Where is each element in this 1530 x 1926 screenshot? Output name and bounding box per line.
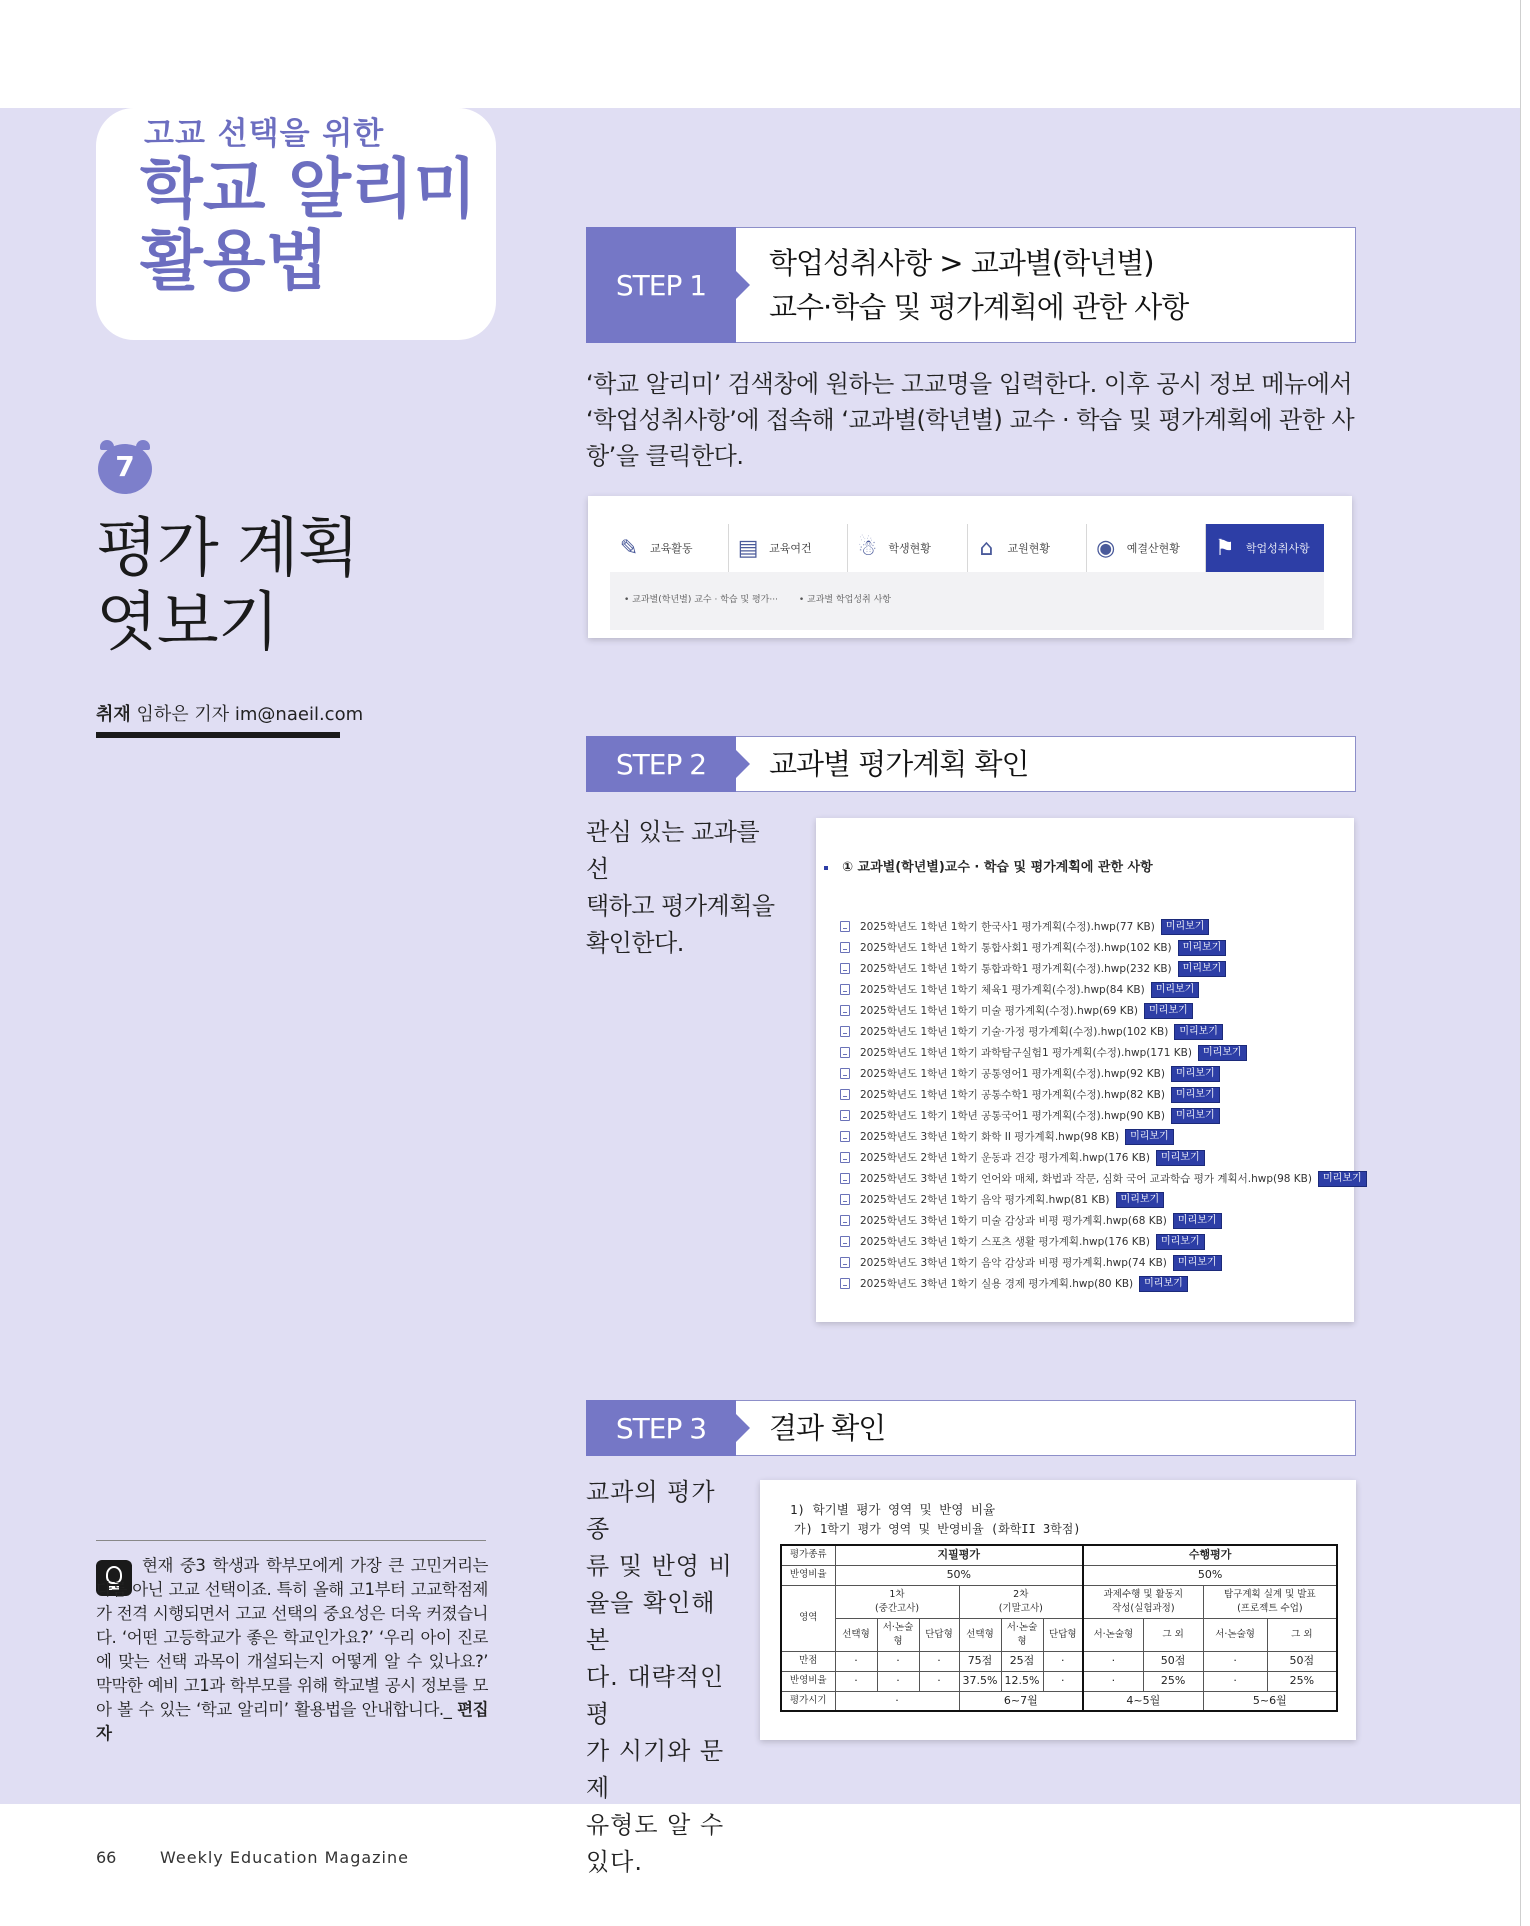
table-cell: · (919, 1651, 959, 1671)
table-cell: · (919, 1671, 959, 1691)
file-list-item[interactable] (840, 979, 1367, 1000)
preview-button[interactable]: 미리보기 (1156, 1234, 1205, 1250)
preview-button[interactable]: 미리보기 (1156, 1150, 1205, 1166)
table-cell: 만점 (781, 1651, 835, 1671)
file-name-link[interactable]: 2025학년도 3학년 1학기 언어와 매체, 화법과 작문, 심화 국어 교과학습 평가 계획서.hwp(98 KB) (860, 1173, 1312, 1185)
table-cell: 지필평가 (835, 1545, 1083, 1565)
table-caption-1: 1) 학기별 평가 영역 및 반영 비율 (790, 1502, 996, 1517)
step2-description (586, 814, 786, 962)
step3-desc-line7: 있다. (586, 1848, 643, 1876)
preview-button[interactable]: 미리보기 (1178, 940, 1227, 956)
table-cell: 서·논술형 (877, 1618, 919, 1651)
file-list-item[interactable] (840, 1168, 1367, 1189)
table-cell: 단답형 (919, 1618, 959, 1651)
byline (96, 700, 363, 726)
file-list-item[interactable] (840, 1000, 1367, 1021)
step3-desc-line3: 율을 확인해본 (586, 1589, 716, 1654)
page-edge (1520, 0, 1530, 1926)
coins-icon: ◉ (1096, 535, 1116, 561)
file-list-item[interactable] (840, 1231, 1367, 1252)
document-icon (840, 1152, 850, 1163)
step1-screenshot (588, 496, 1352, 638)
table-cell (1203, 1585, 1337, 1618)
table-cell: 평가시기 (781, 1691, 835, 1711)
step3-label: 결과 확인 (769, 1411, 886, 1445)
step1-desc-line2: ‘학업성취사항’에 접속해 ‘교과별(학년별) 교수 · 학습 및 평가계획에 관한 사 (586, 406, 1355, 434)
step3-desc-line4: 다. 대략적인 평 (586, 1663, 725, 1728)
preview-button[interactable]: 미리보기 (1139, 1276, 1188, 1292)
file-name-link[interactable]: 2025학년도 1학기 1학년 공통국어1 평가계획(수정).hwp(90 KB) (860, 1110, 1165, 1122)
table-cell: 50% (835, 1565, 1083, 1585)
table-cell: 6~7월 (959, 1691, 1083, 1711)
menu-item-label: 교육활동 (650, 542, 693, 555)
table-cell: 5~6월 (1203, 1691, 1337, 1711)
file-list-item[interactable] (840, 1084, 1367, 1105)
preview-button[interactable]: 미리보기 (1144, 1003, 1193, 1019)
file-list-item[interactable] (840, 1126, 1367, 1147)
submenu-link-achievement[interactable]: • 교과별 학업성취 사항 (798, 595, 891, 605)
step3-tab: STEP 3 (586, 1400, 736, 1456)
table-cell: 서·논술형 (1001, 1618, 1043, 1651)
file-name-link[interactable]: 2025학년도 3학년 1학기 화학 II 평가계획.hwp(98 KB) (860, 1131, 1120, 1143)
document-icon (840, 921, 850, 932)
file-list-title-text: ① 교과별(학년별)교수 · 학습 및 평가계획에 관한 사항 (842, 860, 1153, 875)
step1-desc-line3: 항’을 클릭한다. (586, 442, 744, 470)
page-number: 66 (96, 1848, 117, 1867)
step1-desc-line1: ‘학교 알리미’ 검색창에 원하는 고교명을 입력한다. 이후 공시 정보 메뉴에서 (586, 370, 1353, 398)
table-cell: · (835, 1671, 877, 1691)
step1-label (769, 228, 1188, 342)
table-cell: · (1203, 1651, 1267, 1671)
table-row (781, 1545, 1337, 1565)
file-list-item[interactable] (840, 937, 1367, 958)
student-icon: ☃ (857, 535, 878, 561)
classroom-icon: ▤ (737, 535, 759, 561)
file-list-item[interactable] (840, 1273, 1367, 1294)
document-icon (840, 963, 850, 974)
step2-label: 교과별 평가계획 확인 (769, 747, 1029, 781)
school-building-icon: ⌂ (979, 535, 994, 561)
document-icon (840, 1194, 850, 1205)
table-cell: 4~5월 (1083, 1691, 1203, 1711)
step3-desc-line2: 류 및 반영 비 (586, 1552, 733, 1580)
document-icon (840, 1026, 850, 1037)
step3-desc-line6: 유형도 알 수 (586, 1811, 725, 1839)
step3-desc-line5: 가 시기와 문제 (586, 1737, 725, 1802)
table-cell (835, 1585, 959, 1618)
file-list-item[interactable] (840, 1147, 1367, 1168)
preview-button[interactable]: 미리보기 (1173, 1255, 1222, 1271)
menu-item-education-conditions[interactable] (729, 524, 848, 572)
step3-description (586, 1474, 736, 1881)
file-list-item[interactable] (840, 916, 1367, 937)
step3-desc-line1: 교과의 평가 종 (586, 1478, 716, 1543)
file-name-link[interactable]: 2025학년도 1학년 1학기 미술 평가계획(수정).hwp(69 KB) (860, 1005, 1138, 1017)
file-list-item[interactable] (840, 1105, 1367, 1126)
table-cell: · (1083, 1671, 1143, 1691)
table-cell: · (1043, 1671, 1083, 1691)
editor-note-signature: 편집자 (96, 1700, 489, 1743)
step1-header (586, 227, 1356, 343)
byline-text: 임하은 기자 im@naeil.com (136, 704, 364, 725)
step2-tab: STEP 2 (586, 736, 736, 792)
alarm-clock-number-badge (98, 440, 152, 494)
file-list-item[interactable] (840, 1042, 1367, 1063)
table-cell: 단답형 (1043, 1618, 1083, 1651)
table-cell: 선택형 (959, 1618, 1001, 1651)
file-name-link[interactable]: 2025학년도 3학년 1학기 미술 감상과 비평 평가계획.hwp(68 KB) (860, 1215, 1167, 1227)
preview-button[interactable]: 미리보기 (1171, 1066, 1220, 1082)
file-list-item[interactable] (840, 1063, 1367, 1084)
table-cell: 25점 (1001, 1651, 1043, 1671)
table-cell: · (1083, 1651, 1143, 1671)
document-icon (840, 1173, 850, 1184)
file-name-link[interactable]: 2025학년도 3학년 1학기 음악 감상과 비평 평가계획.hwp(74 KB) (860, 1257, 1167, 1269)
table-row (781, 1651, 1337, 1671)
table-cell: 영역 (781, 1585, 835, 1651)
table-cell: 평가종류 (781, 1545, 835, 1565)
preview-button[interactable]: 미리보기 (1161, 919, 1210, 935)
document-icon (840, 1131, 850, 1142)
step2-screenshot (816, 818, 1362, 1322)
table-cell: 수행평가 (1083, 1545, 1337, 1565)
note-divider (96, 1540, 486, 1541)
table-cell: 그 외 (1267, 1618, 1337, 1651)
table-cell: · (1203, 1671, 1267, 1691)
menu-item-student-status[interactable] (848, 524, 967, 572)
document-icon (840, 1278, 850, 1289)
step2-desc-line1: 관심 있는 교과를 선 (586, 818, 760, 883)
byline-label: 취재 (96, 704, 131, 725)
file-name-link[interactable]: 2025학년도 1학년 1학기 체육1 평가계획(수정).hwp(84 KB) (860, 984, 1145, 996)
file-list-item[interactable] (840, 1252, 1367, 1273)
file-name-link[interactable]: 2025학년도 1학년 1학기 공통수학1 평가계획(수정).hwp(82 KB) (860, 1089, 1165, 1101)
byline-underline (96, 732, 340, 738)
evaluation-table (780, 1544, 1338, 1712)
document-icon (840, 1257, 850, 1268)
final-line2: (기말고사) (998, 1602, 1043, 1614)
file-name-link[interactable]: 2025학년도 1학년 1학기 과학탐구실험1 평가계획(수정).hwp(171 KB) (860, 1047, 1192, 1059)
file-list (840, 916, 1367, 1294)
mid-line2: (중간고사) (874, 1602, 920, 1614)
document-icon (840, 1068, 850, 1079)
title-kicker: 고교 선택을 위한 (144, 116, 385, 152)
step2-desc-line2: 택하고 평가계획을 (586, 892, 775, 920)
file-name-link[interactable]: 2025학년도 1학년 1학기 한국사1 평가계획(수정).hwp(77 KB) (860, 921, 1155, 933)
disclosure-menu (610, 524, 1324, 572)
table-cell: 75점 (959, 1651, 1001, 1671)
page-title-line1: 학교 알리미 (140, 152, 477, 227)
preview-button[interactable]: 미리보기 (1171, 1108, 1220, 1124)
table-cell: 선택형 (835, 1618, 877, 1651)
document-icon (840, 1215, 850, 1226)
table-cell (1083, 1585, 1203, 1618)
bullet-square-icon (824, 866, 828, 870)
preview-button[interactable]: 미리보기 (1174, 1024, 1223, 1040)
menu-item-teacher-status[interactable] (968, 524, 1087, 572)
table-row (781, 1585, 1337, 1618)
table-cell: 50점 (1267, 1651, 1337, 1671)
file-name-link[interactable]: 2025학년도 1학년 1학기 공통영어1 평가계획(수정).hwp(92 KB) (860, 1068, 1165, 1080)
step1-description (586, 366, 1366, 474)
perf2-line1: 탐구계획 실계 및 발표 (1224, 1588, 1316, 1600)
document-icon (840, 1047, 850, 1058)
submenu-link-eval-plan[interactable]: • 교과별(학년별) 교수 · 학습 및 평가··· (624, 595, 778, 605)
section-title (96, 512, 359, 660)
final-line1: 2차 (1013, 1588, 1029, 1600)
table-cell: 그 외 (1143, 1618, 1203, 1651)
document-icon (840, 1110, 850, 1121)
step1-tab: STEP 1 (586, 227, 736, 343)
table-cell: · (835, 1651, 877, 1671)
preview-button[interactable]: 미리보기 (1125, 1129, 1174, 1145)
preview-button[interactable]: 미리보기 (1318, 1171, 1367, 1187)
menu-item-label: 학생현황 (888, 542, 931, 555)
preview-button[interactable]: 미리보기 (1171, 1087, 1220, 1103)
preview-button[interactable]: 미리보기 (1173, 1213, 1222, 1229)
file-list-item[interactable] (840, 958, 1367, 979)
table-cell: 반영비율 (781, 1671, 835, 1691)
table-cell: 서·논술형 (1083, 1618, 1143, 1651)
menu-item-education-activity[interactable] (610, 524, 729, 572)
teacher-board-icon: ✎ (619, 535, 639, 561)
table-cell: 25% (1143, 1671, 1203, 1691)
editor-note (96, 1554, 488, 1746)
table-cell: 50점 (1143, 1651, 1203, 1671)
table-row (781, 1691, 1337, 1711)
file-list-item[interactable] (840, 1021, 1367, 1042)
file-name-link[interactable]: 2025학년도 2학년 1학기 음악 평가계획.hwp(81 KB) (860, 1194, 1110, 1206)
menu-item-budget-status[interactable] (1087, 524, 1206, 572)
table-cell: · (835, 1691, 959, 1711)
document-icon (840, 984, 850, 995)
page-title (140, 154, 477, 298)
mid-line1: 1차 (889, 1588, 905, 1600)
file-name-link[interactable]: 2025학년도 1학년 1학기 통합사회1 평가계획(수정).hwp(102 KB) (860, 942, 1172, 954)
table-cell: 50% (1083, 1565, 1337, 1585)
file-list-title (824, 856, 1153, 875)
menu-item-label: 교원현황 (1007, 542, 1051, 555)
step2-header (586, 736, 1356, 792)
file-list-item[interactable] (840, 1189, 1367, 1210)
table-cell: · (877, 1671, 919, 1691)
file-name-link[interactable]: 2025학년도 1학년 1학기 통합과학1 평가계획(수정).hwp(232 KB) (860, 963, 1172, 975)
file-name-link[interactable]: 2025학년도 3학년 1학기 스포츠 생활 평가계획.hwp(176 KB) (860, 1236, 1150, 1248)
perf1-line1: 과제수행 및 활동지 (1103, 1588, 1184, 1600)
step2-desc-line3: 확인한다. (586, 929, 684, 957)
perf1-line2: 작성(실험과정) (1112, 1602, 1175, 1614)
table-cell: 12.5% (1001, 1671, 1043, 1691)
file-list-item[interactable] (840, 1210, 1367, 1231)
step1-label-line1: 학업성취사항 > 교과별(학년별) (769, 246, 1154, 280)
menu-item-label: 교육여건 (769, 542, 812, 555)
table-cell: · (1043, 1651, 1083, 1671)
preview-button[interactable]: 미리보기 (1151, 982, 1200, 998)
table-row (781, 1565, 1337, 1585)
file-name-link[interactable]: 2025학년도 3학년 1학기 실용 경제 평가계획.hwp(80 KB) (860, 1278, 1134, 1290)
table-cell: 25% (1267, 1671, 1337, 1691)
document-icon (840, 1005, 850, 1016)
perf2-line2: (프로젝트 수업) (1237, 1602, 1303, 1614)
menu-box (610, 524, 1324, 630)
table-cell: 서·논술형 (1203, 1618, 1267, 1651)
document-icon (840, 1236, 850, 1247)
step3-screenshot (760, 1480, 1356, 1740)
table-row (781, 1671, 1337, 1691)
section-title-line2: 엿보기 (96, 586, 279, 660)
document-icon (840, 942, 850, 953)
document-icon (840, 1089, 850, 1100)
menu-item-label: 학업성취사항 (1245, 542, 1310, 555)
editor-note-text: 현재 중3 학생과 학부모에게 가장 큰 고민거리는 다름 아닌 고교 선택이죠. 특히 올해 고1부터 고교학점제가 전격 시행되면서 고교 선택의 중요성은 더욱 커졌습니다. ‘어떤 고등학교가 좋은 학교인가요?’ ‘우리 아이 진로에 맞는 선택 과목이 개설되는지 어떻게 알 수 있나요?’ 막막한 예비 고1과 학부모를 위해 학교별 공시 정보를 모아 볼 수 있는 ‘학교 알리미’ 활용법을 안내합니다._ (96, 1556, 488, 1719)
submenu-links (624, 592, 909, 605)
table-caption-2: 가) 1학기 평가 영역 및 반영비율 (화학II 3학점) (794, 1522, 1081, 1536)
table-cell: 반영비율 (781, 1565, 835, 1585)
achievement-icon: ⚑ (1214, 535, 1235, 561)
table-cell (959, 1585, 1083, 1618)
magazine-name: Weekly Education Magazine (160, 1848, 409, 1867)
preview-button[interactable]: 미리보기 (1178, 961, 1227, 977)
file-name-link[interactable]: 2025학년도 1학년 1학기 기술·가정 평가계획(수정).hwp(102 KB) (860, 1026, 1169, 1038)
table-cell: · (877, 1651, 919, 1671)
table-cell: 37.5% (959, 1671, 1001, 1691)
step1-label-line2: 교수·학습 및 평가계획에 관한 사항 (769, 290, 1189, 324)
page-title-line2: 활용법 (140, 224, 329, 299)
menu-item-label: 예결산현황 (1126, 542, 1180, 555)
section-title-line1: 평가 계획 (96, 512, 359, 586)
step3-header (586, 1400, 1356, 1456)
section-number: 7 (115, 450, 135, 483)
table-row (781, 1618, 1337, 1651)
file-name-link[interactable]: 2025학년도 2학년 1학기 운동과 건강 평가계획.hwp(176 KB) (860, 1152, 1150, 1164)
preview-button[interactable]: 미리보기 (1198, 1045, 1247, 1061)
preview-button[interactable]: 미리보기 (1116, 1192, 1165, 1208)
menu-item-academic-achievement[interactable] (1206, 524, 1324, 572)
